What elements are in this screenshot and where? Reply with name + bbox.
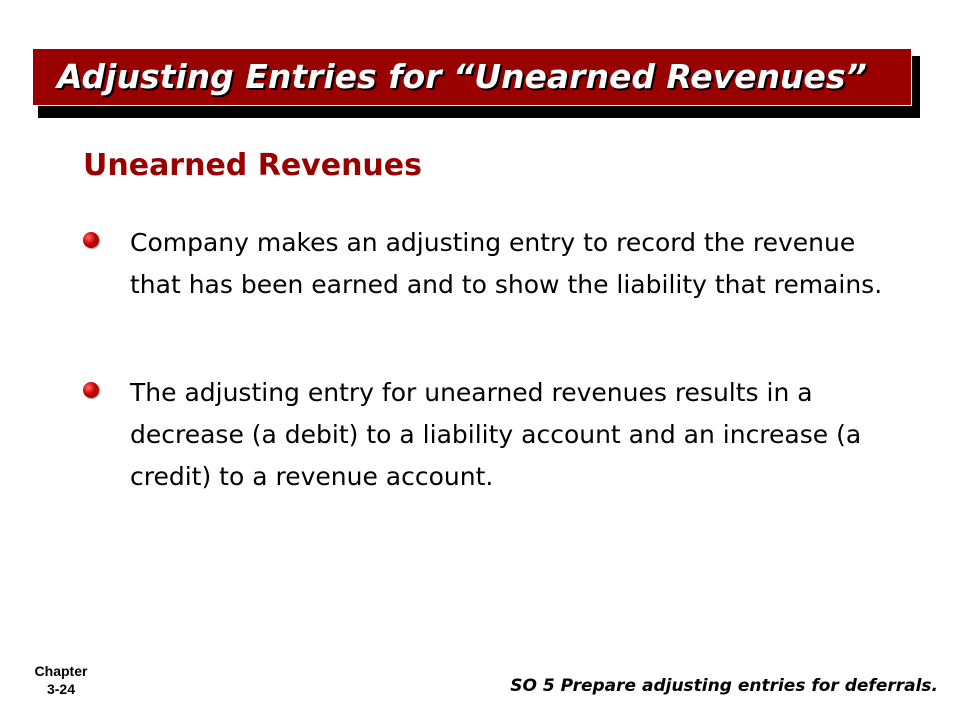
section-heading: Unearned Revenues <box>83 148 422 183</box>
slide-title: Adjusting Entries for “Unearned Revenues” <box>57 57 867 96</box>
study-objective: SO 5 Prepare adjusting entries for deferrals. <box>510 676 938 696</box>
title-bar <box>32 48 912 106</box>
bullet-dot-icon <box>83 232 99 248</box>
chapter-page-number: 3-24 <box>46 681 76 697</box>
chapter-word: Chapter <box>34 663 88 679</box>
bullet-text: Company makes an adjusting entry to record the revenue that has been earned and to show the liability that remains. <box>130 228 883 299</box>
bullet-dot-icon <box>83 382 99 398</box>
chapter-label <box>30 662 92 698</box>
bullet-text: The adjusting entry for unearned revenues results in a decrease (a debit) to a liability account and an increase (a credit) to a revenue account. <box>130 378 862 491</box>
